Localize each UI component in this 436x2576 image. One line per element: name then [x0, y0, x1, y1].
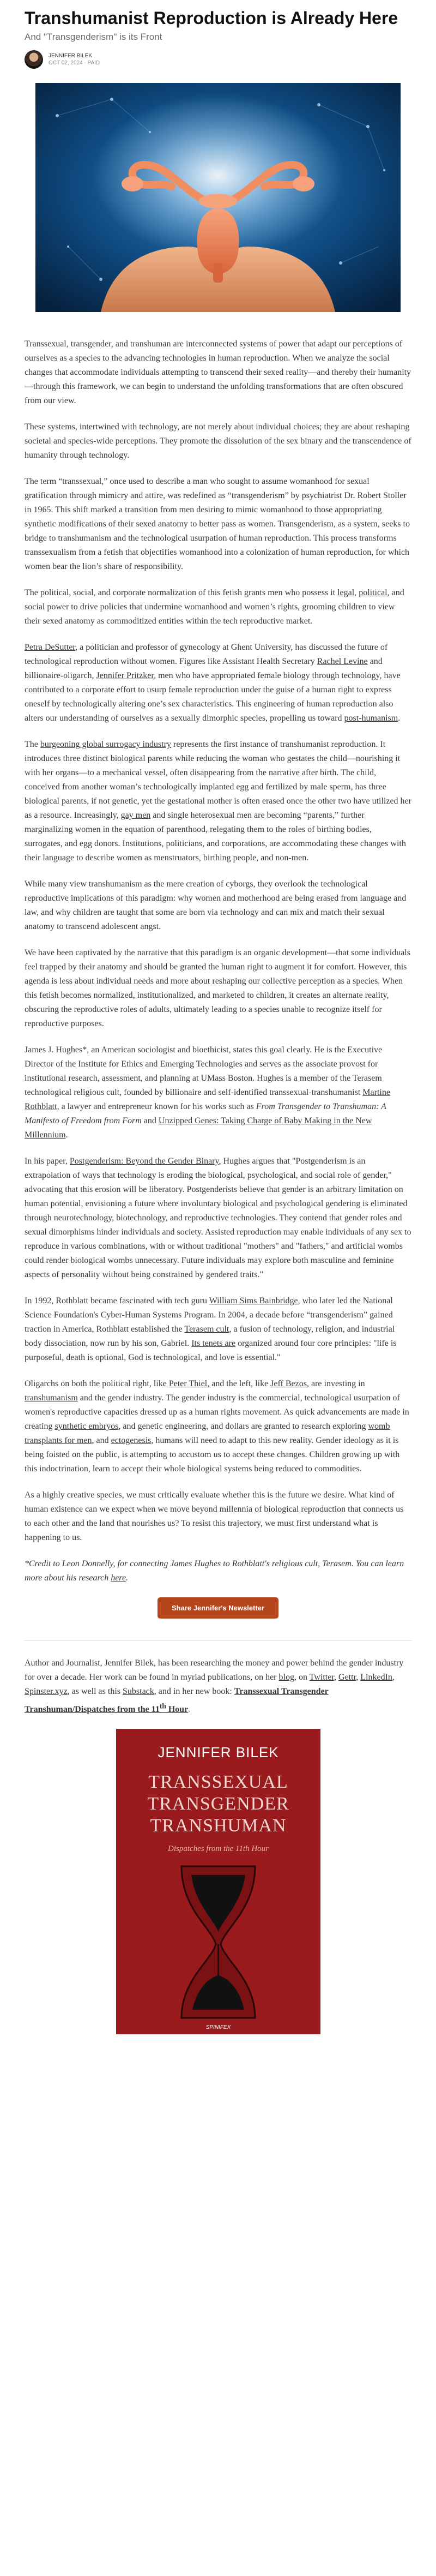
text: , — [354, 588, 359, 598]
link-substack[interactable]: Substack — [123, 1687, 154, 1697]
text: , — [392, 1673, 395, 1682]
book-subtitle: Dispatches from the 11th Hour — [167, 1844, 269, 1853]
link-bainbridge[interactable]: William Sims Bainbridge — [209, 1296, 298, 1306]
link-martine-rothblatt[interactable]: Martine Rothblatt — [25, 1088, 390, 1112]
link-blog[interactable]: blog — [278, 1673, 294, 1682]
book-cover-image[interactable] — [116, 1729, 320, 2034]
link-rachel-levine[interactable]: Rachel Levine — [317, 657, 368, 667]
text: , a fusion of technology, religion, and industrial body dissociation, now run by his son, Gabriel. — [25, 1325, 395, 1349]
text: , and the left, like — [207, 1379, 271, 1389]
link-tenets[interactable]: Its tenets are — [191, 1339, 236, 1349]
link-gettr[interactable]: Gettr — [338, 1673, 356, 1682]
text: James J. Hughes*, an American sociologist and bioethicist, states this goal clearly. He is the Executive Director of the Institute for Ethics and Emerging Technologies and serves as the associate provost for institutional research, assessment, and planning at UMass Boston. Hughes is a member of the Terasem technological religious cult, founded by billionaire and self-identified transsexual-transhumanist — [25, 1045, 383, 1098]
book-title-line-2: TRANSGENDER — [147, 1793, 289, 1814]
text: and billionaire-oligarch, — [25, 657, 383, 681]
paragraph-6 — [25, 738, 411, 865]
text: , — [334, 1673, 339, 1682]
author-bio — [25, 1656, 411, 1716]
link-unzipped-genes[interactable]: Unzipped Genes: Taking Charge of Baby Making in the New Millennium — [25, 1116, 372, 1140]
book-title-line-1: TRANSSEXUAL — [148, 1771, 288, 1792]
paragraph-13: As a highly creative species, we must critically evaluate whether this is the future we desire. What kind of human existence can we expect when we move beyond millennia of biological reproduction that connects us to each other and the land that nourishes us? To resist this trajectory, we must first understand what is happening to us. — [25, 1490, 404, 1543]
text: Oligarchs on both the political right, like — [25, 1379, 169, 1389]
link-jeff-bezos[interactable]: Jeff Bezos — [270, 1379, 307, 1389]
paragraph-3: The term “transsexual,” once used to describe a man who sought to assume womanhood for sexual gratification through mimicry and attire, was redefined as “transgenderism” by psychiatrist Dr. Robert Stoller in 1965. This shift marked a transition from men desiring to mimic womanhood to those appropriating synthetic modifications of their sexed anatomy to better pass as women. Transgenderism, as a system, seeks to bridge to transhumanism and the technological usurpation of human reproduction. This process transforms transsexualism from a fetish that objectifies womanhood into a colonization of human reproduction, for which women bear the lion’s share of responsibility. — [25, 477, 410, 572]
text: Transsexual Transgender Transhuman/Dispatches from the 11 — [25, 1687, 329, 1714]
text: , who later led the National Science Foundation's Cyber-Human Systems Program. In 2004, a decade before “transgenderism” gained traction in America, Rothblatt established the — [25, 1296, 393, 1334]
share-newsletter-button[interactable]: Share Jennifer's Newsletter — [158, 1597, 278, 1619]
paragraph-4 — [25, 586, 411, 628]
text: Hour — [166, 1704, 189, 1714]
link-synthetic-embryos[interactable]: synthetic embryos — [55, 1422, 119, 1431]
link-ectogenesis[interactable]: ectogenesis — [111, 1436, 152, 1446]
text: In 1992, Rothblatt became fascinated with tech guru — [25, 1296, 209, 1306]
avatar[interactable] — [25, 50, 43, 69]
text: , as well as this — [67, 1687, 123, 1697]
link-womb-transplants[interactable]: womb transplants for men — [25, 1422, 390, 1446]
paragraph-12 — [25, 1377, 411, 1476]
article-body — [25, 337, 411, 1585]
text: , and in her new book: — [154, 1687, 234, 1697]
author-name[interactable]: JENNIFER BILEK — [49, 52, 93, 59]
text: and the gender industry. The gender industry is the commercial, technological usurpation of women's reproductive capacities dressed up as a human rights movement. As quick advancements are made in creating — [25, 1393, 409, 1431]
link-twitter[interactable]: Twitter — [309, 1673, 335, 1682]
text: . — [398, 714, 401, 723]
paragraph-8: We have been captivated by the narrative that this paradigm is an organic development—that some individuals feel trapped by their anatomy and should be granted the human right to augment it for comfort. However, this agenda is less about individual needs and more about reshaping our collective perception as a species. When this fetish becomes normalized, institutionalized, and marketed to children, it creates an alternate reality, obscuring the reproductive roles of adults, ultimately leading to a species unable to recognize itself for reproductive purposes. — [25, 948, 410, 1029]
link-political[interactable]: political — [359, 588, 387, 598]
divider — [25, 1640, 411, 1641]
text: , and — [92, 1436, 111, 1446]
text: Author and Journalist, Jennifer Bilek, has been researching the money and power behind the gender industry for over a decade. Her work can be found in myriad publications, on her — [25, 1658, 404, 1682]
text: *Credit to Leon Donnelly, for connecting James Hughes to Rothblatt's religious cult, Terasem. You can learn more about his research — [25, 1559, 404, 1583]
text: , and social power to drive policies that undermine womanhood and women’s rights, grooming children to view their sexed anatomy as commoditized entities within the tech reproductive market. — [25, 588, 404, 626]
paragraph-7: While many view transhumanism as the mere creation of cyborgs, they overlook the technological reproductive implications of this paradigm: why women and motherhood are being erased from language and law, and why children are taught that some are born via technology and can mix and match their sexual anatomy to transcend adolescent angst. — [25, 879, 407, 932]
text: organized around four core principles: "life is purposeful, death is optional, God is technological, and love is essential." — [25, 1339, 397, 1363]
text: . — [188, 1704, 191, 1714]
text: , men who have appropriated female biology through technology, have contributed to a corporate effort to usurp female reproduction under the guise of a human right to express oneself by technologically altering one’s sex characteristics. This engineering of human reproduction also alters our understanding of ourselves as a sexually dimorphic species, propelling us toward — [25, 671, 401, 723]
book-author: JENNIFER BILEK — [157, 1744, 279, 1760]
text: , Hughes argues that "Postgenderism is an extrapolation of ways that technology is eroding the biological, psychological, and social role of gender," advocating that this erosion will be liberatory. Postgenderists believe that gender is an arbitrary limitation on human potential, envisioning a future where involuntary biological and psychological gendering is eliminated through neurotechnology, biotechnology, and reproductive technologies. They contend that gender roles and sexual dimorphisms hinder individuals and society. Assisted reproduction may enable individuals of any sex to reproduce in various combinations, with or without traditional "mothers" and "fathers," and artificial wombs could render biological wombs unnecessary. Future individuals may explore both masculine and feminine aspects of personality without being constrained by gendered traits." — [25, 1157, 411, 1280]
paragraph-11 — [25, 1294, 411, 1365]
share-newsletter-section — [25, 1597, 411, 1619]
book-title-transhuman: From Transgender to Transhuman: A Manifesto of Freedom from Form — [25, 1102, 386, 1126]
byline — [25, 50, 411, 69]
book-title-line-3: TRANSHUMAN — [150, 1815, 286, 1836]
link-jennifer-pritzker[interactable]: Jennifer Pritzker — [96, 671, 154, 681]
text: The — [25, 740, 40, 750]
text: . — [126, 1573, 129, 1583]
superscript: th — [159, 1702, 166, 1710]
text: , — [356, 1673, 361, 1682]
text: , a lawyer and entrepreneur known for his works such as — [57, 1102, 256, 1112]
text: , humans will need to adapt to this new reality. Gender ideology as it is being foisted on the public, is attempting to accustom us to accept these changes. Children growing up with this indoctrination, learn to accept their whole biological systems being reduced to commodities. — [25, 1436, 400, 1474]
post-date: OCT 02, 2024 · PAID — [49, 60, 100, 67]
paragraph-1: Transsexual, transgender, and transhuman are interconnected systems of power that adapt our perceptions of ourselves as a species to the advancing technologies in human reproduction. When we analyze the social changes that accommodate individuals attempting to transcend their sexed reality—and thereby their humanity—through this framework, we can begin to understand the unfolding transformations that are often obscured from our view. — [25, 339, 411, 406]
post-title: Transhumanist Reproduction is Already Here — [25, 8, 398, 28]
link-here[interactable]: here — [111, 1573, 126, 1583]
paragraph-10 — [25, 1154, 411, 1282]
paragraph-9 — [25, 1043, 411, 1142]
link-spinster[interactable]: Spinster.xyz — [25, 1687, 68, 1697]
text: , and genetic engineering, and dollars are granted to research exploring — [118, 1422, 368, 1431]
link-post-humanism[interactable]: post-humanism — [344, 714, 398, 723]
text: , on — [294, 1673, 310, 1682]
link-peter-thiel[interactable]: Peter Thiel — [168, 1379, 208, 1389]
link-postgenderism[interactable]: Postgenderism: Beyond the Gender Binary — [69, 1157, 219, 1166]
link-petra-desutter[interactable]: Petra DeSutter — [25, 643, 76, 652]
link-terasem-cult[interactable]: Terasem cult — [184, 1325, 229, 1334]
text: represents the first instance of transhumanist reproduction. It introduces three distinct biological parents while reducing the woman who gestates the child—nourishing it with her organs—to a mechanical vessel, often disappearing from the narrative after birth. The child, conceived from another woman’s technologically implanted egg and fertilized by male sperm, has three biological parents, if not genetic, yet the gestational mother is often erased once the other two have utilized her as a resource. Increasingly, — [25, 740, 411, 820]
text: . — [65, 1130, 68, 1140]
text: , a politician and professor of gynecology at Ghent University, has discussed the future of technological reproduction without women. Figures like Assistant Health Secretary — [25, 643, 388, 667]
link-linkedin[interactable]: LinkedIn — [360, 1673, 392, 1682]
link-gay-men[interactable]: gay men — [120, 811, 151, 820]
text: and — [141, 1116, 159, 1126]
byline-text — [49, 52, 100, 67]
link-surrogacy-industry[interactable]: burgeoning global surrogacy industry — [40, 740, 171, 750]
paragraph-2: These systems, intertwined with technology, are not merely about individual choices; they are about reshaping societal and species-wide perceptions. They promote the dissolution of the sex binary and the transcendence of humanity through technology. — [25, 422, 411, 460]
text: In his paper, — [25, 1157, 70, 1166]
text: , are investing in — [306, 1379, 365, 1389]
bio-paragraph — [25, 1656, 411, 1716]
credit-note — [25, 1557, 411, 1585]
hero-image — [35, 83, 401, 312]
link-transhumanism[interactable]: transhumanism — [25, 1393, 78, 1403]
paragraph-5 — [25, 640, 411, 726]
link-legal[interactable]: legal — [337, 588, 355, 598]
text: and single heterosexual men are becoming “parents,” further marginalizing women in the equation of parenthood, relegating them to the roles of birthing bodies, surrogates, and egg donors. Institutions, politicians, and corporations, are accommodating these changes with their language to describe women as menstruators, birthing people, and non-men. — [25, 811, 406, 863]
post-subtitle: And "Transgenderism" is its Front — [25, 32, 162, 43]
text: The political, social, and corporate normalization of this fetish grants men who possess it — [25, 588, 338, 598]
book-publisher: SPINIFEX — [205, 2024, 231, 2030]
